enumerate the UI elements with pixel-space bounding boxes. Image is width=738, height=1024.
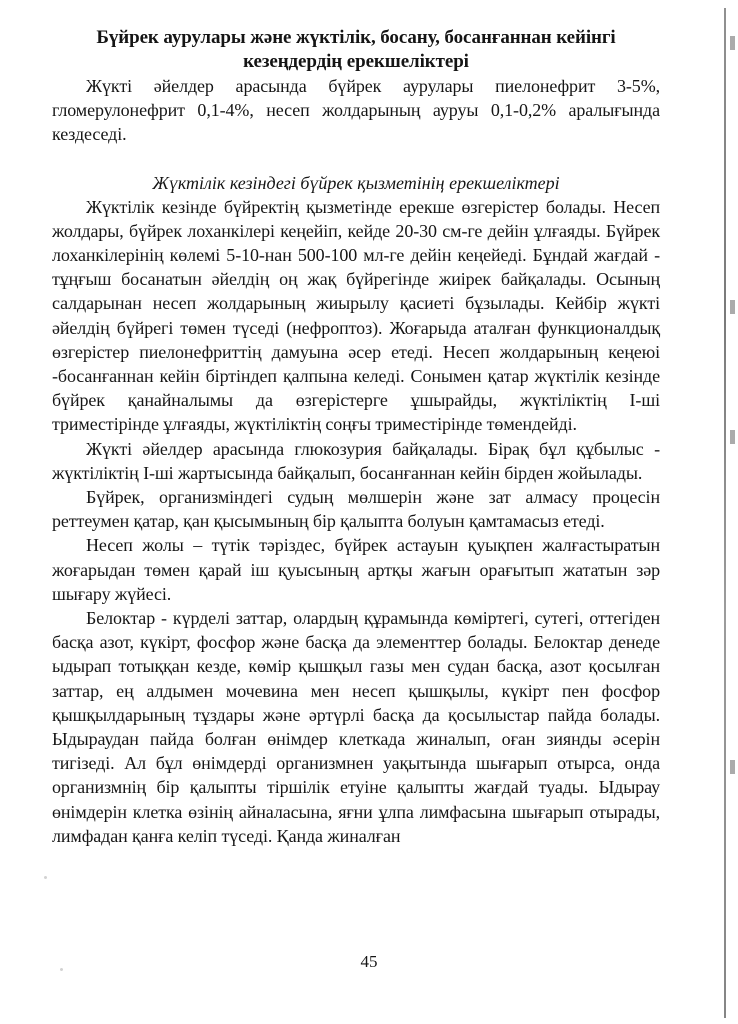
- scan-edge-mark: [730, 430, 735, 444]
- page-number: 45: [360, 952, 378, 971]
- page-title: [52, 26, 660, 74]
- scan-edge-mark: [730, 36, 735, 50]
- body-paragraph-1: Жүктілік кезінде бүйректің қызметінде ерекше өзгерістер болады. Несеп жолдары, бүйрек лоханкілері кеңейіп, кейде 20-30 см-ге дейін ұлғаяды. Бүйрек лоханкілерінің көлемі 5-10-нан 500-100 мл-ге дейін кеңейеді. Бұндай жағдай - тұңғыш босанатын әйелдің оң жақ бүйрегінде жиірек байқалады. Осының салдарынан несеп жолдарының жиырылу қасиеті бұзылады. Кейбір жүкті әйелдің бүйрегі төмен түседі (нефроптоз). Жоғарыда аталған функционалдық өзгерістер пиелонефриттің дамуына әсер етеді. Несеп жолдарының кеңеюі -босанғаннан кейін біртіндеп қалпына келеді. Сонымен қатар жүктілік кезінде бүйрек қанайналымы да өзгерістерге ұшырайды, жүктіліктің І-ші триместірінде ұлғаяды, жүктіліктің соңғы триместірінде төмендейді.: [52, 196, 660, 435]
- scan-edge-mark: [730, 300, 735, 314]
- section-subtitle: Жүктілік кезіндегі бүйрек қызметінің ерекшеліктері: [152, 172, 560, 193]
- body-paragraph-3: Бүйрек, организміндегі судың мөлшерін және зат алмасу процесін реттеумен қатар, қан қысымының бір қалыпта болуын қамтамасыз етеді.: [52, 487, 660, 532]
- scan-speck: [60, 968, 63, 971]
- scan-edge-line: [724, 8, 726, 1018]
- title-line-1: Бүйрек аурулары және жүктілік, босану, босанғаннан кейінгі: [96, 27, 616, 48]
- intro-paragraph: Жүкті әйелдер арасында бүйрек аурулары пиелонефрит 3-5%, гломерулонефрит 0,1-4%, несеп жолдарының ауруы 0,1-0,2% аралығында кездеседі.: [52, 76, 660, 145]
- scan-speck: [44, 876, 47, 879]
- body-paragraph-5: Белоктар - күрделі заттар, олардың құрамында көміртегі, сутегі, оттегіден басқа азот, күкірт, фосфор және басқа да элементтер болады. Белоктар денеде ыдырап тотыққан кезде, көмір қышқыл газы мен судан басқа, азот қосылған заттар, ең алдымен мочевина мен несеп қышқылы, күкірт пен фосфор қышқылдарының тұздары және әртүрлі басқа да қосылыстар пайда болады. Ыдыраудан пайда болған өнімдер клеткада жиналып, оған зиянды әсерін тигізеді. Ал бұл өнімдерді организмнен уақытында шығарып отырса, онда организмнің бір қалыпты тіршілік етуіне қалыпты жағдай туады. Ыдырау өнімдерін клетка өзінің айналасына, яғни ұлпа лимфасына шығарып отырады, лимфадан қанға келіп түседі. Қанда жиналған: [52, 608, 660, 846]
- page-content: [52, 26, 660, 848]
- body-paragraph-4: Несеп жолы – түтік тәріздес, бүйрек астауын қуықпен жалғастыратын жоғарыдан төмен қарай іш қуысының артқы жағын орағытып жататын зәр шығару жүйесі.: [52, 535, 660, 604]
- body-paragraph-2: Жүкті әйелдер арасында глюкозурия байқалады. Бірақ бұл құбылыс - жүктіліктің І-ші жартысында байқалып, босанғаннан кейін бірден жойылады.: [52, 438, 660, 483]
- scan-edge-mark: [730, 760, 735, 774]
- title-line-2: кезеңдердің ерекшеліктері: [243, 51, 469, 72]
